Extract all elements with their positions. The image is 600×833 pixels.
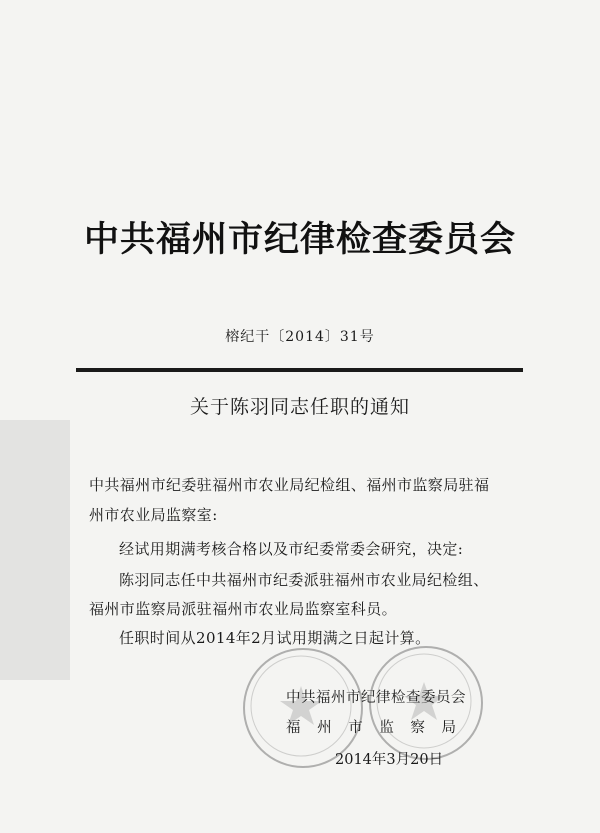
document-heading: 中共福州市纪律检查委员会 — [83, 220, 516, 260]
paragraph-1: 经试用期满考核合格以及市纪委常委会研究，决定: — [119, 540, 464, 558]
signature-org-2: 福 州 市 监 察 局 — [286, 720, 463, 736]
scan-shadow — [0, 420, 70, 680]
paragraph-3: 任职时间从2014年2月试用期满之日起计算。 — [119, 629, 431, 647]
document-number: 榕纪干〔2014〕31号 — [225, 329, 375, 345]
recipient-line-2: 州市农业局监察室: — [89, 506, 218, 524]
heading-divider — [76, 368, 523, 372]
paragraph-2-line-1: 陈羽同志任中共福州市纪委派驻福州市农业局纪检组、 — [119, 571, 489, 589]
signature-org-1: 中共福州市纪律检查委员会 — [286, 690, 466, 706]
signature-date: 2014年3月20日 — [335, 752, 444, 768]
document-subject: 关于陈羽同志任职的通知 — [189, 396, 410, 418]
paragraph-2-line-2: 福州市监察局派驻福州市农业局监察室科员。 — [89, 600, 398, 618]
recipient-line-1: 中共福州市纪委驻福州市农业局纪检组、福州市监察局驻福 — [89, 476, 490, 494]
